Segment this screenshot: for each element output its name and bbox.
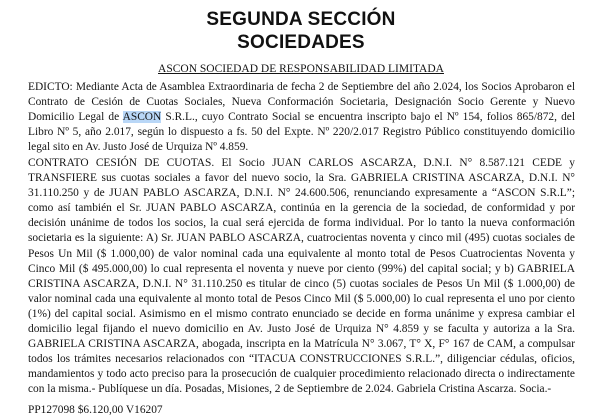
- section-title: SEGUNDA SECCIÓN: [206, 9, 396, 30]
- publication-reference: PP127098 $6.120,00 V16207: [28, 404, 163, 416]
- edicto-paragraph: [28, 80, 575, 155]
- section-subtitle: SOCIEDADES: [237, 32, 365, 53]
- contrato-paragraph: CONTRATO CESIÓN DE CUOTAS. El Socio JUAN CARLOS ASCARZA, D.N.I. N° 8.587.121 CEDE y TRANSFIERE sus cuotas sociales a favor del nuevo socio, la Sra. GABRIELA CRISTINA ASCARZA, D.N.I. N° 31.110.250 y de JUAN PABLO ASCARZA, D.N.I. N° 24.600.506, renunciando expresamente a “ASCON S.R.L”; como así también el Sr. JUAN PABLO ASCARZA, continúa en la gerencia de la sociedad, de conformidad y por decisión unánime de todos los socios, la cual será ejercida de forma individual. Por lo tanto la nueva conformación societaria es la siguiente: A) Sr. JUAN PABLO ASCARZA, cuatrocientas noventa y cinco mil (495) cuotas sociales de Pesos Un Mil ($ 1.000,00) de valor nominal cada una equivalente al monto total de Pesos Cuatrocientas Noventa y Cinco Mil ($ 495.000,00) lo cual representa el noventa y nueve por ciento (99%) del capital social; y b) GABRIELA CRISTINA ASCARZA, D.N.I. N° 31.110.250 es titular de cinco (5) cuotas sociales de Pesos Un Mil ($ 1.000,00) de valor nominal cada una equivalente al monto total de Pesos Cinco Mil ($ 5.000,00) lo cual representa el uno por ciento (1%) del capital social. Asimismo en el mismo contrato enunciado se decide en forma unánime y expresa cambiar el domicilio legal fijando el nuevo domicilio en Av. Justo José de Urquiza N° 4.859 y se faculta y autoriza a la Sra. GABRIELA CRISTINA ASCARZA, abogada, inscripta en la Matrícula N° 3.067, T° X, F° 167 de CAM, a compulsar todos los trámites necesarios relacionados con “ITACUA CONSTRUCCIONES S.R.L.”, diligenciar cédulas, oficios, mandamientos y todo acto preciso para la prosecución de cualquier procedimiento relacionado directa o indirectamente con la misma.- Publíquese un día. Posadas, Misiones, 2 de Septiembre de 2.024. Gabriela Cristina Ascarza. Socia.-: [28, 157, 575, 396]
- search-highlight: ASCON: [122, 111, 162, 124]
- edicto-text-end: S.R.L., cuyo Contrato Social se encuentra inscripto bajo el Nº 154, folios 865/872, del Libro Nº 5, año 2.017, según lo dispuesto a fs. 50 del Expte. Nº 220/2.017 Registro Público constituyendo domicilio legal sito en Av. Justo José de Urquiza Nº 4.859.: [28, 111, 575, 154]
- company-heading: ASCON SOCIEDAD DE RESPONSABILIDAD LIMITADA: [158, 63, 444, 75]
- edicto-text-start: EDICTO: Mediante Acta de Asamblea Extraordinaria de fecha 2 de Septiembre del año 2.024, los Socios Aprobaron el Contrato de Cesión de Cuotas Sociales, Nueva Conformación Societaria, Designación Socio Gerente y Nuevo Domicilio Legal de: [28, 81, 575, 124]
